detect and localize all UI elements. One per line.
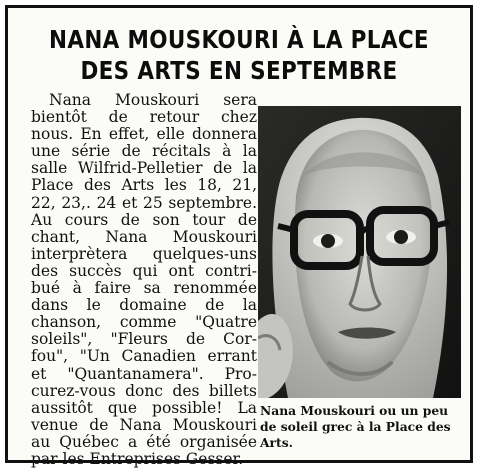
article-body: [31, 92, 257, 468]
article-line: soleils", "Fleurs de Cor-: [31, 330, 257, 349]
article-line: chanson, comme "Quatre: [31, 313, 257, 332]
article-line: bientôt de retour chez: [31, 108, 257, 127]
article-line: 22, 23,. 24 et 25 septembre.: [31, 193, 257, 212]
article-line: nous. En effet, elle donnera: [31, 125, 257, 144]
article-line: aussitôt que possible! La: [31, 398, 257, 417]
article-line: dans le domaine de la: [31, 296, 257, 315]
caption-line-2: de soleil grec à la Place des: [260, 419, 451, 434]
article-line: une série de récitals à la: [31, 142, 257, 161]
article-line: Place des Arts les 18, 21,: [31, 176, 257, 195]
article-line: des succès qui ont contri-: [31, 261, 257, 280]
headline: [40, 24, 437, 86]
article-line: curez-vous donc des billets: [31, 381, 257, 400]
article-line: interprètera quelques-uns: [31, 244, 257, 263]
portrait-photo: [258, 106, 461, 398]
newspaper-clipping: [5, 5, 473, 468]
headline-line-1: NANA MOUSKOURI À LA PLACE: [49, 25, 429, 54]
caption-line-3: Arts.: [260, 435, 293, 450]
article-line: fou", "Un Canadien errant: [31, 347, 257, 366]
article-line: Au cours de son tour de: [31, 210, 257, 229]
photo-caption: [260, 403, 465, 451]
headline-line-2: DES ARTS EN SEPTEMBRE: [80, 56, 398, 85]
article-line: et "Quantanamera". Pro-: [31, 364, 257, 383]
article-line: bué à faire sa renommée: [31, 279, 257, 298]
article-line: par les Entreprises Gesser.: [31, 449, 244, 468]
article-line: chant, Nana Mouskouri: [31, 227, 257, 246]
article-line: salle Wilfrid-Pelletier de la: [31, 159, 257, 178]
portrait-illustration: [258, 106, 461, 398]
article-line: au Québec a été organisée: [31, 432, 257, 451]
caption-line-1: Nana Mouskouri ou un peu: [260, 403, 449, 418]
article-line: venue de Nana Mouskouri: [31, 415, 257, 434]
article-line: Nana Mouskouri sera: [49, 91, 257, 109]
